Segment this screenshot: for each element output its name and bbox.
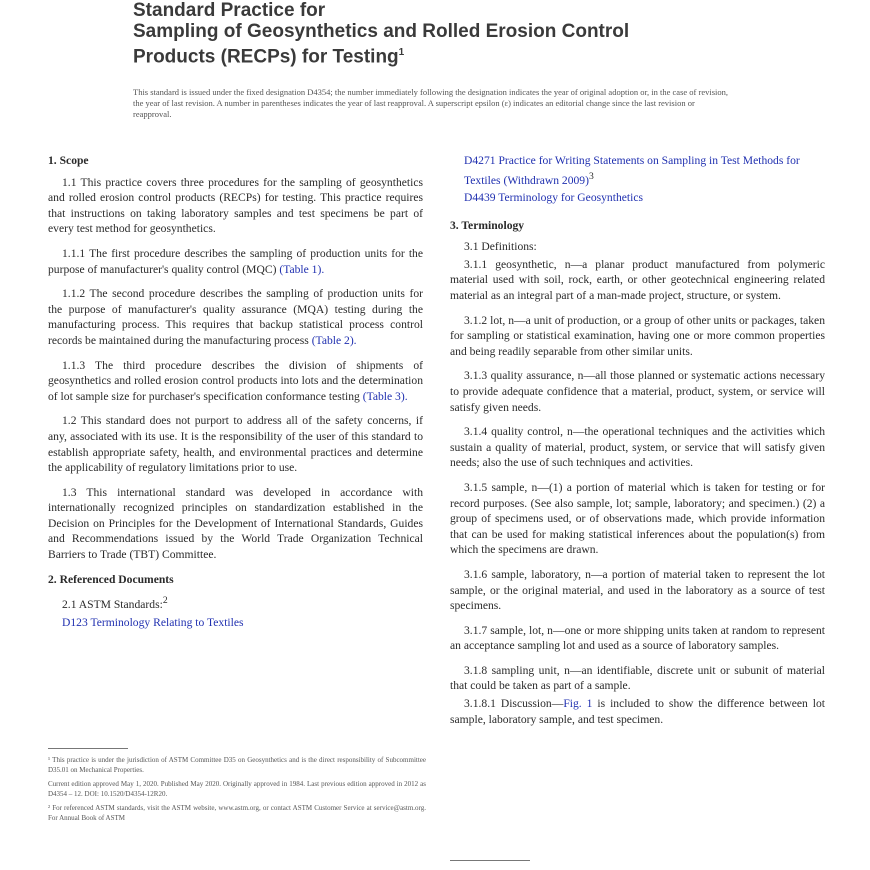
reference-withdrawn-note: (Withdrawn 2009) — [503, 173, 589, 187]
footnote-2: ² For referenced ASTM standards, visit the ASTM website, www.astm.org, or contact ASTM Customer Service at service@astm.org. For Annual Book of ASTM — [48, 804, 426, 822]
footnotes — [48, 756, 426, 829]
right-column — [450, 153, 825, 736]
para-3-1-4: 3.1.4 quality control, n—the operational techniques and the activities which sustain a quality of material, product, system, or service that will satisfy given needs; also the use of such techniques and activities. — [450, 425, 825, 470]
footnote-1: ¹ This practice is under the jurisdiction of ASTM Committee D35 on Geosynthetics and is the direct responsibility of Subcommittee D35.01 on Mechanical Properties. — [48, 756, 426, 774]
standard-notice: This standard is issued under the fixed designation D4354; the number immediately following the designation indicates the year of original adoption or, in the case of revision, the year of last revision. A number in parentheses indicates the year of last reapproval. A superscript epsilon (ε) indicates an editorial change since the last revision or reapproval. — [133, 87, 728, 119]
table-1-link[interactable]: (Table 1). — [279, 262, 325, 276]
title-footnote-mark: 1 — [398, 47, 405, 58]
para-1-1: 1.1 This practice covers three procedures for the sampling of geosynthetics and rolled erosion control products (RECPs) for testing. This practice requires that instructions on taking laboratory samples and test specimens be part of every test method for geosynthetics. — [48, 175, 423, 236]
para-3-1-8: 3.1.8 sampling unit, n—an identifiable, discrete unit or subunit of material that could be taken as part of a sample. — [450, 663, 825, 693]
reference-code[interactable]: D4439 — [464, 191, 496, 205]
reference-d123[interactable] — [62, 615, 423, 631]
table-3-link[interactable]: (Table 3). — [362, 389, 408, 403]
para-3-1-7: 3.1.7 sample, lot, n—one or more shipping units taken at random to represent an acceptance sampling lot and used as a source of laboratory samples. — [450, 623, 825, 653]
reference-d4439[interactable] — [464, 190, 825, 206]
reference-title[interactable]: Terminology Relating to Textiles — [90, 615, 244, 629]
section-heading-scope: 1. Scope — [48, 154, 89, 167]
para-1-1-1: 1.1.1 The first procedure describes the sampling of production units for the purpose of manufacturer's quality control (MQC) (Table 1). — [48, 246, 423, 276]
document-title — [133, 0, 773, 67]
para-3-1-5: 3.1.5 sample, n—(1) a portion of material which is taken for testing or for record purposes. (See also sample, lot; sample, laboratory; and specimen.) (2) a group of specimens used, or of observations made, which provide information that can be used for making statistical inferences about the population(s) from which the specimens are drawn. — [450, 480, 825, 557]
section-heading-referenced: 2. Referenced Documents — [48, 572, 174, 586]
para-1-1-2: 1.1.2 The second procedure describes the sampling of production units for the purpose of manufacturer's quality assurance (MQA) testing during the manufacturing process. This requires that backup statistical process control records be maintained during the manufacturing process (Table 2). — [48, 287, 423, 347]
reference-code[interactable]: D123 — [62, 615, 88, 629]
para-2-1: 2.1 ASTM Standards:$^2$ — [62, 595, 168, 612]
left-column — [48, 153, 423, 632]
footnote-mark-2: 2 — [162, 595, 168, 607]
footnote-mark-3: 3 — [588, 170, 594, 182]
footnote-divider-right — [450, 860, 530, 861]
reference-title[interactable]: Terminology for Geosynthetics — [498, 191, 643, 205]
table-2-link[interactable]: (Table 2). — [311, 333, 357, 347]
footnote-edition: Current edition approved May 1, 2020. Published May 2020. Originally approved in 1984. Last previous edition approved in 2012 as D4354 – 12. DOI: 10.1520/D4354-12R20. — [48, 780, 426, 798]
para-3-1: 3.1 Definitions: — [464, 240, 537, 254]
reference-code[interactable]: D4271 — [464, 154, 496, 167]
para-3-1-1: 3.1.1 geosynthetic, n—a planar product manufactured from polymeric material used with soil, rock, earth, or other geotechnical engineering related material as an integral part of a man-made project, structure, or system. — [450, 257, 825, 303]
para-1-3: 1.3 This international standard was developed in accordance with internationally recognized principles on standardization established in the Decision on Principles for the Development of International Standards, Guides and Recommendations issued by the World Trade Organization Technical Barriers to Trade (TBT) Committee. — [48, 485, 423, 562]
para-3-1-2: 3.1.2 lot, n—a unit of production, or a group of other units or packages, taken for sampling or statistical examination, having one or more common properties and being readily separable from other similar units. — [450, 313, 825, 358]
title-line-3: Products (RECPs) for Testing$^1$ — [133, 46, 405, 68]
section-heading-terminology: 3. Terminology — [450, 218, 525, 232]
para-3-1-8-1: 3.1.8.1 Discussion—Fig. 1 is included to show the difference between lot sample, laboratory sample, and test specimen. — [450, 697, 826, 726]
para-1-2: 1.2 This standard does not purport to address all of the safety concerns, if any, associated with its use. It is the responsibility of the user of this standard to establish appropriate safety, health, and environmental practices and determine the applicability of regulatory limitations prior to use. — [48, 414, 423, 475]
footnote-divider — [48, 748, 128, 749]
reference-title[interactable]: Practice for Writing Statements on Sampling in Test Methods for Textiles — [464, 154, 800, 187]
figure-1-link[interactable]: Fig. 1 — [563, 697, 593, 711]
title-line-2: Sampling of Geosynthetics and Rolled Erosion Control — [133, 21, 630, 42]
para-1-1-3: 1.1.3 The third procedure describes the division of shipments of geosynthetics and rolled erosion control products into lots and the determination of lot sample size for purchaser's specification conformance testing (Table 3). — [48, 358, 423, 403]
para-3-1-6: 3.1.6 sample, laboratory, n—a portion of material taken to represent the lot sample, or the original material, and used in the laboratory as a source of test specimens. — [450, 567, 825, 613]
para-3-1-3: 3.1.3 quality assurance, n—all those planned or systematic actions necessary to provide adequate confidence that a material, product, system, or service will satisfy given needs. — [450, 369, 825, 414]
reference-d4271[interactable] — [464, 153, 825, 188]
title-line-1: Standard Practice for — [133, 0, 326, 21]
